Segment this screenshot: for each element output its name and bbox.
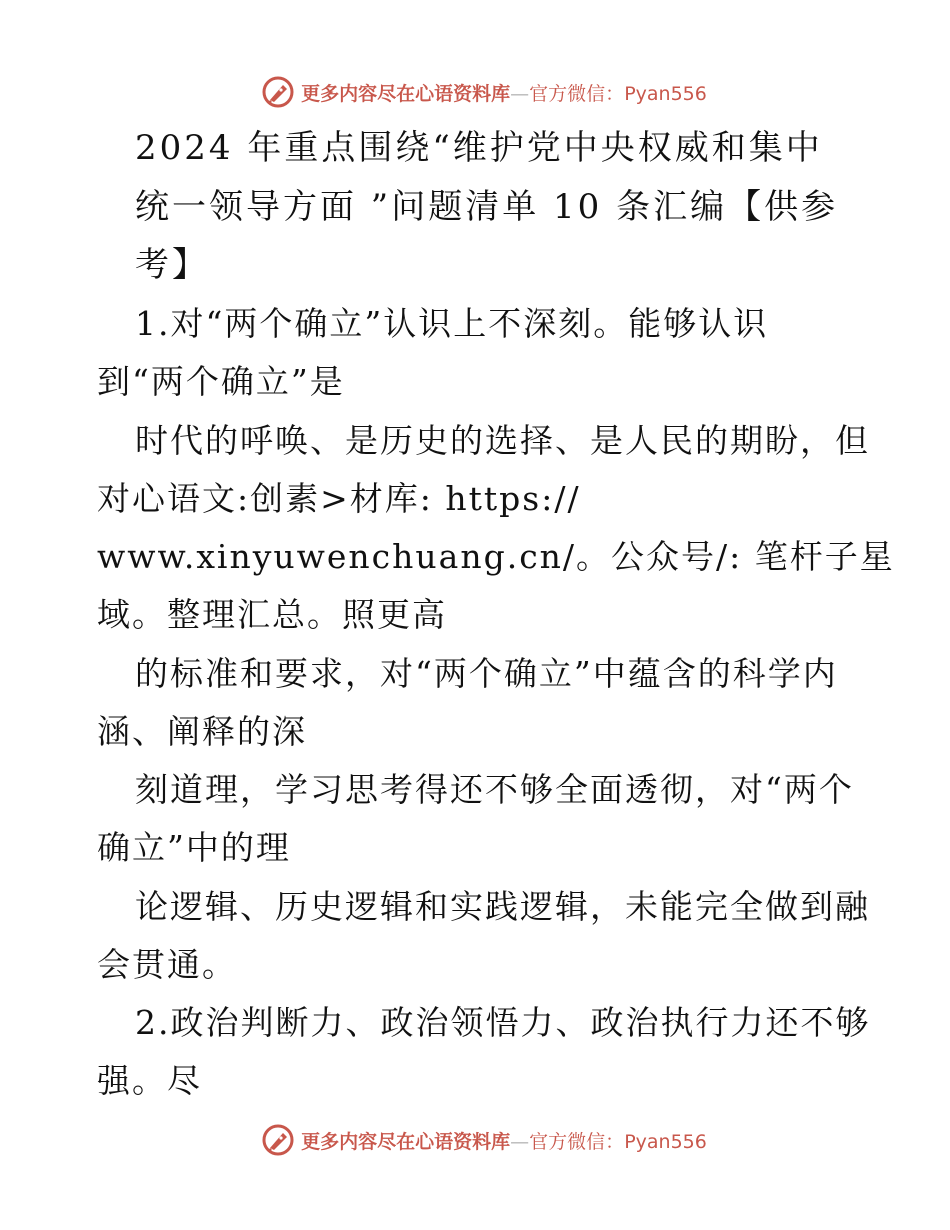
body-line: 1.对“两个确立”认识上不深刻。能够认识: [135, 304, 769, 343]
body-line: 刻道理，学习思考得还不够全面透彻，对“两个: [135, 770, 854, 809]
body-line: 确立”中的理: [97, 828, 291, 867]
body-line: 会贯通。: [97, 945, 237, 984]
body-line: 对心语文:创素>材库: https://: [97, 479, 581, 518]
document-title-line-3: 考】: [135, 245, 209, 285]
document-title-line-1: 2024 年重点围绕“维护党中央权威和集中: [135, 128, 823, 168]
body-line: 涵、阐释的深: [97, 712, 307, 751]
pen-nib-circle-icon: [261, 1123, 295, 1157]
body-line: 域。整理汇总。照更高: [97, 595, 447, 634]
body-line: 2.政治判断力、政治领悟力、政治执行力还不够: [135, 1003, 871, 1042]
body-line: 论逻辑、历史逻辑和实践逻辑，未能完全做到融: [135, 887, 870, 926]
body-line: 到“两个确立”是: [97, 362, 345, 401]
body-line: 强。尽: [97, 1061, 202, 1100]
body-line: 时代的呼唤、是历史的选择、是人民的期盼，但: [135, 421, 870, 460]
watermark-text: 更多内容尽在心语资料库—官方微信：Pyan556: [301, 82, 707, 105]
body-line: 的标准和要求，对“两个确立”中蕴含的科学内: [135, 654, 838, 693]
document-title-line-2: 统一领导方面 ”问题清单 10 条汇编【供参: [135, 187, 839, 227]
body-line: www.xinyuwenchuang.cn/。公众号/: 笔杆子星: [97, 537, 895, 576]
watermark-footer: [0, 1120, 950, 1160]
watermark-text: 更多内容尽在心语资料库—官方微信：Pyan556: [301, 1130, 707, 1153]
watermark-group: [261, 1123, 707, 1157]
